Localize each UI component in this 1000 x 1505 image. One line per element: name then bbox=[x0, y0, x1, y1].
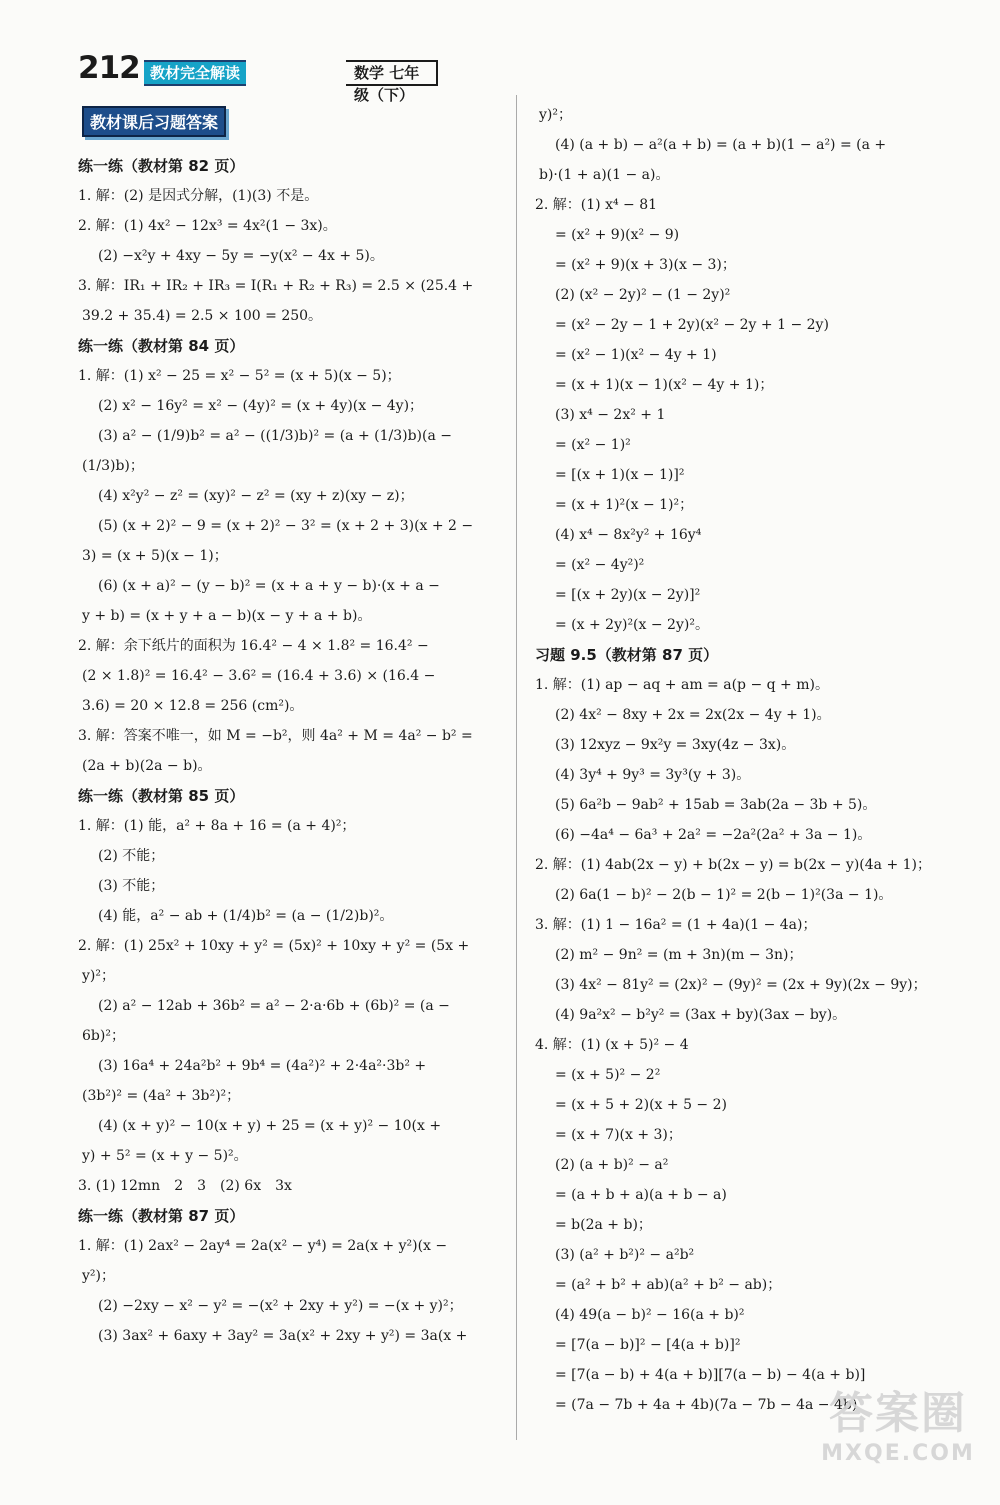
answer-line: (2) (x² − 2y)² − (1 − 2y)² bbox=[555, 287, 731, 303]
answer-line: (2) a² − 12ab + 36b² = a² − 2·a·6b + (6b)² = (a − bbox=[98, 998, 450, 1014]
answer-line: (4) x⁴ − 8x²y² + 16y⁴ bbox=[555, 527, 702, 543]
answer-line: b)·(1 + a)(1 − a)。 bbox=[539, 167, 670, 183]
answer-line: 2. 解：(1) 4x² − 12x³ = 4x²(1 − 3x)。 bbox=[78, 218, 337, 234]
right-column bbox=[535, 100, 975, 1420]
answer-line: 1. 解：(1) x² − 25 = x² − 5² = (x + 5)(x − 5)； bbox=[78, 368, 401, 384]
left-answers bbox=[78, 151, 503, 1351]
answer-line: (4) x²y² − z² = (xy)² − z² = (xy + z)(xy − z)； bbox=[98, 488, 414, 504]
answer-line: 1. 解：(1) ap − aq + am = a(p − q + m)。 bbox=[535, 677, 829, 693]
left-column bbox=[78, 100, 503, 1351]
answer-line: 2. 解：(1) 4ab(2x − y) + b(2x − y) = b(2x − y)(4a + 1)； bbox=[535, 857, 932, 873]
answer-line: y) + 5² = (x + y − 5)²。 bbox=[82, 1148, 248, 1164]
answer-line: 3) = (x + 5)(x − 1)； bbox=[82, 548, 228, 564]
answer-line: = (x² − 1)² bbox=[555, 437, 631, 453]
answer-line: = (x² + 9)(x + 3)(x − 3)； bbox=[555, 257, 736, 273]
answer-line: (3) 12xyz − 9x²y = 3xy(4z − 3x)。 bbox=[555, 737, 796, 753]
answer-line: (3b²)² = (4a² + 3b²)²； bbox=[82, 1088, 241, 1104]
answer-line: = [(x + 2y)(x − 2y)]² bbox=[555, 587, 701, 603]
watermark-bottom: MXQE.COM bbox=[821, 1441, 975, 1466]
answer-line: 1. 解：(1) 2ax² − 2ay⁴ = 2a(x² − y⁴) = 2a(x + y²)(x − bbox=[78, 1238, 448, 1254]
section-heading: 练一练（教材第 85 页） bbox=[78, 787, 245, 805]
answer-line: y)²； bbox=[82, 968, 115, 984]
section-heading: 练一练（教材第 87 页） bbox=[78, 1207, 245, 1225]
answer-line: = (x² + 9)(x² − 9) bbox=[555, 227, 680, 243]
answer-line: (4) (a + b) − a²(a + b) = (a + b)(1 − a²) = (a + bbox=[555, 137, 887, 153]
answer-line: 2. 解：(1) x⁴ − 81 bbox=[535, 197, 658, 213]
answer-line: (3) 不能； bbox=[98, 878, 165, 894]
answer-line: (2) x² − 16y² = x² − (4y)² = (x + 4y)(x − 4y)； bbox=[98, 398, 424, 414]
answer-line: 1. 解：(2) 是因式分解，(1)(3) 不是。 bbox=[78, 188, 319, 204]
answer-line: y + b) = (x + y + a − b)(x − y + a + b)。 bbox=[82, 608, 372, 624]
answer-line: = (7a − 7b + 4a + 4b)(7a − 7b − 4a − 4b) bbox=[555, 1397, 858, 1413]
answer-line: 4. 解：(1) (x + 5)² − 4 bbox=[535, 1037, 689, 1053]
answer-line: 3. 解：IR₁ + IR₂ + IR₃ = I(R₁ + R₂ + R₃) = 2.5 × (25.4 + bbox=[78, 278, 474, 294]
answer-line: = (x + 2y)²(x − 2y)²。 bbox=[555, 617, 709, 633]
subject-tag: 数学 七年级（下） bbox=[346, 60, 438, 86]
answer-line: (3) a² − (1/9)b² = a² − ((1/3)b)² = (a + (1/3)b)(a − bbox=[98, 428, 453, 444]
answer-line: (3) 4x² − 81y² = (2x)² − (9y)² = (2x + 9y)(2x − 9y)； bbox=[555, 977, 927, 993]
answer-line: (3) x⁴ − 2x² + 1 bbox=[555, 407, 666, 423]
section-heading: 练一练（教材第 84 页） bbox=[78, 337, 245, 355]
answer-line: (6) −4a⁴ − 6a³ + 2a² = −2a²(2a² + 3a − 1)。 bbox=[555, 827, 872, 843]
answer-line: (2) 不能； bbox=[98, 848, 165, 864]
watermark-top: 答案圈 bbox=[829, 1388, 967, 1439]
answer-line: (2 × 1.8)² = 16.4² − 3.6² = (16.4 + 3.6) × (16.4 − bbox=[82, 668, 436, 684]
answer-line: 3. (1) 12mn 2 3 (2) 6x 3x bbox=[78, 1178, 292, 1194]
answer-line: (2) m² − 9n² = (m + 3n)(m − 3n)； bbox=[555, 947, 803, 963]
answer-line: y²)； bbox=[82, 1268, 115, 1284]
answer-line: = (x² − 1)(x² − 4y + 1) bbox=[555, 347, 717, 363]
page-header bbox=[78, 50, 438, 104]
answer-line: 39.2 + 35.4) = 2.5 × 100 = 250。 bbox=[82, 308, 323, 324]
section-heading: 习题 9.5（教材第 87 页） bbox=[535, 646, 719, 664]
answer-line: (1/3)b)； bbox=[82, 458, 144, 474]
column-divider bbox=[516, 95, 517, 1440]
answer-line: = [7(a − b)]² − [4(a + b)]² bbox=[555, 1337, 741, 1353]
answer-line: (4) 3y⁴ + 9y³ = 3y³(y + 3)。 bbox=[555, 767, 751, 783]
answer-line: (6) (x + a)² − (y − b)² = (x + a + y − b)·(x + a − bbox=[98, 578, 440, 594]
answer-line: (3) 16a⁴ + 24a²b² + 9b⁴ = (4a²)² + 2·4a²·3b² + bbox=[98, 1058, 427, 1074]
answer-line: (4) 能，a² − ab + (1/4)b² = (a − (1/2)b)²。 bbox=[98, 908, 394, 924]
answer-line: (5) 6a²b − 9ab² + 15ab = 3ab(2a − 3b + 5)。 bbox=[555, 797, 877, 813]
answer-line: = (x² − 4y²)² bbox=[555, 557, 645, 573]
answer-line: (2) 4x² − 8xy + 2x = 2x(2x − 4y + 1)。 bbox=[555, 707, 831, 723]
answer-line: (4) 49(a − b)² − 16(a + b)² bbox=[555, 1307, 745, 1323]
answer-line: = (a + b + a)(a + b − a) bbox=[555, 1187, 727, 1203]
answer-line: = (x + 1)(x − 1)(x² − 4y + 1)； bbox=[555, 377, 774, 393]
answer-line: y)²； bbox=[539, 107, 572, 123]
answer-line: 3.6) = 20 × 12.8 = 256 (cm²)。 bbox=[82, 698, 304, 714]
watermark-logo bbox=[808, 1388, 988, 1478]
answer-line: = (x + 7)(x + 3)； bbox=[555, 1127, 682, 1143]
answer-line: = [7(a − b) + 4(a + b)][7(a − b) − 4(a + b)] bbox=[555, 1367, 866, 1383]
answer-line: = (a² + b² + ab)(a² + b² − ab)； bbox=[555, 1277, 782, 1293]
answer-line: (5) (x + 2)² − 9 = (x + 2)² − 3² = (x + 2 + 3)(x + 2 − bbox=[98, 518, 474, 534]
answer-line: = b(2a + b)； bbox=[555, 1217, 652, 1233]
right-answers bbox=[535, 100, 975, 1420]
page-number: 212 bbox=[78, 50, 140, 86]
answer-line: = [(x + 1)(x − 1)]² bbox=[555, 467, 685, 483]
answer-line: (2) −x²y + 4xy − 5y = −y(x² − 4x + 5)。 bbox=[98, 248, 384, 264]
answer-line: 1. 解：(1) 能，a² + 8a + 16 = (a + 4)²； bbox=[78, 818, 356, 834]
book-title-tag: 教材完全解读 bbox=[144, 60, 246, 86]
section-heading: 练一练（教材第 82 页） bbox=[78, 157, 245, 175]
answer-line: (2) 6a(1 − b)² − 2(b − 1)² = 2(b − 1)²(3a − 1)。 bbox=[555, 887, 893, 903]
answer-line: 2. 解：(1) 25x² + 10xy + y² = (5x)² + 10xy + y² = (5x + bbox=[78, 938, 470, 954]
answer-line: (2) (a + b)² − a² bbox=[555, 1157, 669, 1173]
answer-line: (2) −2xy − x² − y² = −(x² + 2xy + y²) = −(x + y)²； bbox=[98, 1298, 463, 1314]
answer-line: (4) 9a²x² − b²y² = (3ax + by)(3ax − by)。 bbox=[555, 1007, 847, 1023]
section-title: 教材课后习题答案 bbox=[82, 106, 226, 137]
answer-line: = (x + 1)²(x − 1)²； bbox=[555, 497, 694, 513]
answer-line: (4) (x + y)² − 10(x + y) + 25 = (x + y)² − 10(x + bbox=[98, 1118, 442, 1134]
answer-line: (3) 3ax² + 6axy + 3ay² = 3a(x² + 2xy + y²) = 3a(x + bbox=[98, 1328, 468, 1344]
answer-line: (2a + b)(2a − b)。 bbox=[82, 758, 212, 774]
answer-line: = (x + 5)² − 2² bbox=[555, 1067, 661, 1083]
answer-line: 3. 解：(1) 1 − 16a² = (1 + 4a)(1 − 4a)； bbox=[535, 917, 817, 933]
answer-line: = (x + 5 + 2)(x + 5 − 2) bbox=[555, 1097, 727, 1113]
answer-line: 6b)²； bbox=[82, 1028, 125, 1044]
answer-line: 3. 解：答案不唯一，如 M = −b²，则 4a² + M = 4a² − b² = bbox=[78, 728, 473, 744]
answer-line: = (x² − 2y − 1 + 2y)(x² − 2y + 1 − 2y) bbox=[555, 317, 829, 333]
answer-line: (3) (a² + b²)² − a²b² bbox=[555, 1247, 695, 1263]
answer-line: 2. 解：余下纸片的面积为 16.4² − 4 × 1.8² = 16.4² − bbox=[78, 638, 429, 654]
